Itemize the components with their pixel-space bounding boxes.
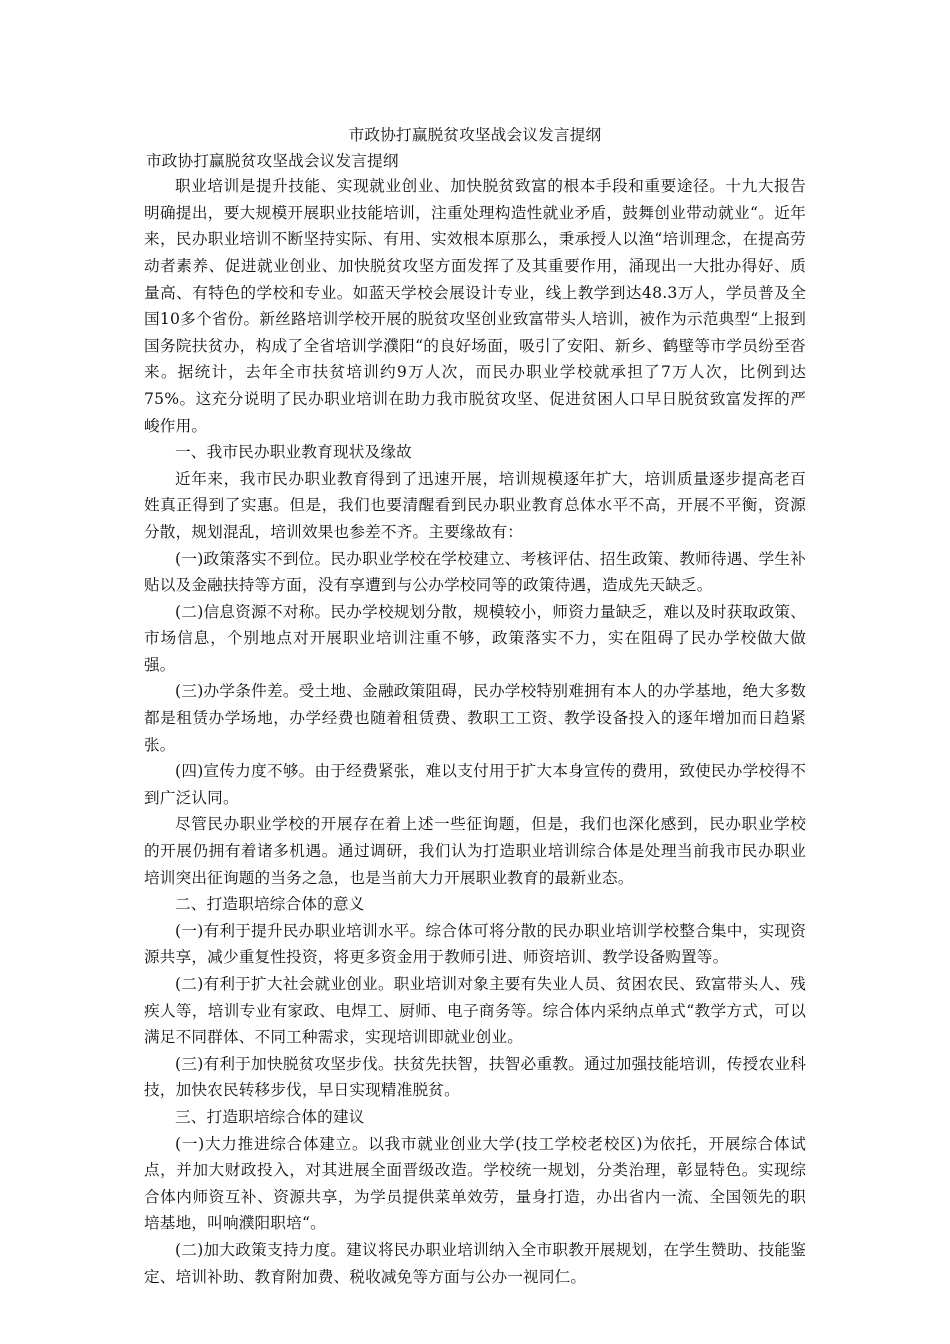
paragraph: (四)宣传力度不够。由于经费紧张，难以支付用于扩大本身宣传的费用，致使民办学校得不到广泛认同。 [144,762,806,807]
paragraph: (一)政策落实不到位。民办职业学校在学校建立、考核评估、招生政策、教师待遇、学生补贴以及金融扶持等方面，没有享遭到与公办学校同等的政策待遇，造成先天缺乏。 [144,549,806,595]
section-heading-suggestions: 三、打造职培综合体的建议 [175,1107,365,1126]
section-heading-significance: 二、打造职培综合体的意义 [175,895,365,914]
document-subtitle: 市政协打赢脱贫攻坚战会议发言提纲 [146,151,399,170]
document-title: 市政协打赢脱贫攻坚战会议发言提纲 [348,126,602,144]
section-heading-status: 一、我市民办职业教育现状及缘故 [175,443,412,462]
paragraph: (二)加大政策支持力度。建议将民办职业培训纳入全市职教开展规划，在学生赞助、技能鉴定、培训补助、教育附加费、税收减免等方面与公办一视同仁。 [144,1240,806,1286]
paragraph: (二)信息资源不对称。民办学校规划分散，规模较小，师资力量缺乏，难以及时获取政策、市场信息，个别地点对开展职业培训注重不够，政策落实不力，实在阻碍了民办学校做大做强。 [144,602,806,674]
paragraph: (二)有利于扩大社会就业创业。职业培训对象主要有失业人员、贫困农民、致富带头人、残疾人等，培训专业有家政、电焊工、厨师、电子商务等。综合体内采纳点单式“教学方式，可以满足不同群体、不同工种需求，实现培训即就业创业。 [144,975,806,1047]
paragraph: 近年来，我市民办职业教育得到了迅速开展，培训规模逐年扩大，培训质量逐步提高老百姓真正得到了实惠。但是，我们也要清醒看到民办职业教育总体水平不高，开展不平衡，资源分散，规划混乱，培训效果也参差不齐。主要缘故有： [144,469,806,541]
paragraph: (三)有利于加快脱贫攻坚步伐。扶贫先扶智，扶智必重教。通过加强技能培训，传授农业科技，加快农民转移步伐，早日实现精准脱贫。 [144,1054,806,1100]
intro-paragraph: 职业培训是提升技能、实现就业创业、加快脱贫致富的根本手段和重要途径。十九大报告明确提出，要大规模开展职业技能培训，注重处理构造性就业矛盾，鼓舞创业带动就业“。近年来，民办职业培训不断坚持实际、有用、实效根本原那么，秉承授人以渔“培训理念，在提高劳动者素养、促进就业创业、加快脱贫攻坚方面发挥了及其重要作用，涌现出一大批办得好、质量高、有特色的学校和专业。如蓝天学校会展设计专业，线上教学到达48.3万人，学员普及全国10多个省份。新丝路培训学校开展的脱贫攻坚创业致富带头人培训，被作为示范典型“上报到国务院扶贫办，构成了全省培训学濮阳“的良好场面，吸引了安阳、新乡、鹤壁等市学员纷至沓来。据统计，去年全市扶贫培训约9万人次，而民办职业学校就承担了7万人次，比例到达75%。这充分说明了民办职业培训在助力我市脱贫攻坚、促进贫困人口早日脱贫致富发挥的严峻作用。 [144,177,806,435]
paragraph: (一)大力推进综合体建立。以我市就业创业大学(技工学校老校区)为依托，开展综合体试点，并加大财政投入，对其进展全面晋级改造。学校统一规划，分类治理，彰显特色。实现综合体内师资互补、资源共享，为学员提供菜单效劳，量身打造，办出省内一流、全国领先的职培基地，叫响濮阳职培“。 [144,1134,806,1233]
paragraph: (三)办学条件差。受土地、金融政策阻碍，民办学校特别难拥有本人的办学基地，绝大多数都是租赁办学场地，办学经费也随着租赁费、教职工工资、教学设备投入的逐年增加而日趋紧张。 [144,682,806,754]
paragraph: 尽管民办职业学校的开展存在着上述一些征询题，但是，我们也深化感到，民办职业学校的开展仍拥有着诸多机遇。通过调研，我们认为打造职业培训综合体是处理当前我市民办职业培训突出征询题的当务之急，也是当前大力开展职业教育的最新业态。 [144,815,806,887]
paragraph: (一)有利于提升民办职业培训水平。综合体可将分散的民办职业培训学校整合集中，实现资源共享，减少重复性投资，将更多资金用于教师引进、师资培训、教学设备购置等。 [144,921,806,967]
document-page [144,122,806,1290]
